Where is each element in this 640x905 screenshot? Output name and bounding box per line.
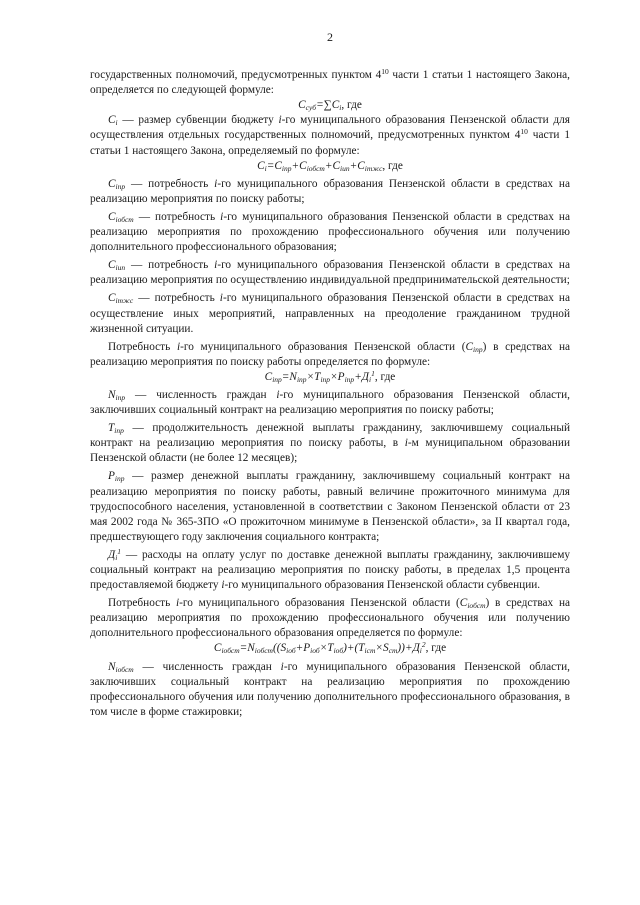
formula-subvention-total: $C_{суб}=\sum C_i$, где <box>298 99 362 113</box>
document-page <box>90 30 570 720</box>
definition-ciip: $C_{iип}$ — потребность i-го муниципального образования Пензенской области в средствах на реализацию мероприятия по осуществлению индивидуальной предпринимательской деятельности; <box>90 259 570 287</box>
formula-ci: $C_i=C_{iпр}+C_{iобст}+C_{iип}+C_{iтжс}$, где <box>257 159 403 173</box>
definition-di1: $Д_i^1$ — расходы на оплату услуг по доставке денежной выплаты гражданину, заключившему социальный контракт на реализацию мероприятия по поиску работы, в пределах 1,5 процента предоставляемой бюджету i-го муниципального образования Пензенской области субвенции. <box>90 546 570 592</box>
formula-ciobst: $C_{iобст}=N_{iобст}((S_{iоб}+P_{iоб}\times T_{iоб})+(T_{iст}\times S_{ст}))+Д_i^2$, где <box>213 640 447 656</box>
definition-ciobst: $C_{iобст}$ — потребность i-го муниципального образования Пензенской области в средствах на реализацию мероприятия по прохождению профессионального обучения или получению дополнительного профессионального образования; <box>90 210 570 254</box>
paragraph-cipr-need: Потребность i-го муниципального образования Пензенской области $(C_{iпр})$ в средствах на реализацию мероприятия по поиску работы определяется по формуле: <box>90 340 571 368</box>
definition-pipr: $P_{iпр}$ — размер денежной выплаты гражданину, заключившему социальный контракт на реализацию мероприятия по поиску работы, равный величине прожиточного минимума для трудоспособного населения, установленной в соответствии с Законом Пензенской области от 23 мая 2002 года № 365-ЗПО «О прожиточном минимуме в Пензенской области», за II квартал года, предшествующего году заключения социального контракта; <box>90 470 570 543</box>
formula-cipr: $C_{iпр}=N_{iпр}\times T_{iпр}\times P_{iпр}+Д_i^1$, где <box>264 368 396 384</box>
definition-citzhs: $C_{iтжс}$ — потребность i-го муниципального образования Пензенской области в средствах на осуществление иных мероприятий, направленных на преодоление гражданином трудной жизненной ситуации. <box>90 292 570 335</box>
definition-tipr: $T_{iпр}$ — продолжительность денежной выплаты гражданину, заключившему социальный контракт на реализацию мероприятия по поиску работы, в i-м муниципальном образовании Пензенской области (не более 12 месяцев); <box>90 422 570 465</box>
definition-niobst: $N_{iобст}$ — численность граждан i-го муниципального образования Пензенской области, заключивших социальный контракт на реализацию мероприятия по прохождению профессионального обучения или получению дополнительного профессионального образования, в том числе в форме стажировки; <box>90 660 570 718</box>
definition-cipr: $C_{iпр}$ — потребность i-го муниципального образования Пензенской области в средствах на реализацию мероприятия по поиску работы; <box>90 177 570 205</box>
definition-ci: $C_i$ — размер субвенции бюджету i-го муниципального образования Пензенской области для осуществления отдельных государственных полномочий, предусмотренных пунктом $4^{10}$ части 1 статьи 1 настоящего Закона, определяемый по формуле: <box>90 114 570 157</box>
paragraph-ciobst-need: Потребность i-го муниципального образования Пензенской области $(C_{iобст})$ в средствах на реализацию мероприятия по прохождению профессионального обучения или получению дополнительного профессионального образования определяется по формуле: <box>90 597 571 640</box>
page-number: 2 <box>327 30 333 44</box>
paragraph-intro: государственных полномочий, предусмотренных пунктом $4^{10}$ части 1 статьи 1 настоящего Закона, определяется по следующей формуле: <box>90 67 570 97</box>
definition-nipr: $N_{iпр}$ — численность граждан i-го муниципального образования Пензенской области, заключивших социальный контракт на реализацию мероприятия по поиску работы; <box>90 388 570 417</box>
